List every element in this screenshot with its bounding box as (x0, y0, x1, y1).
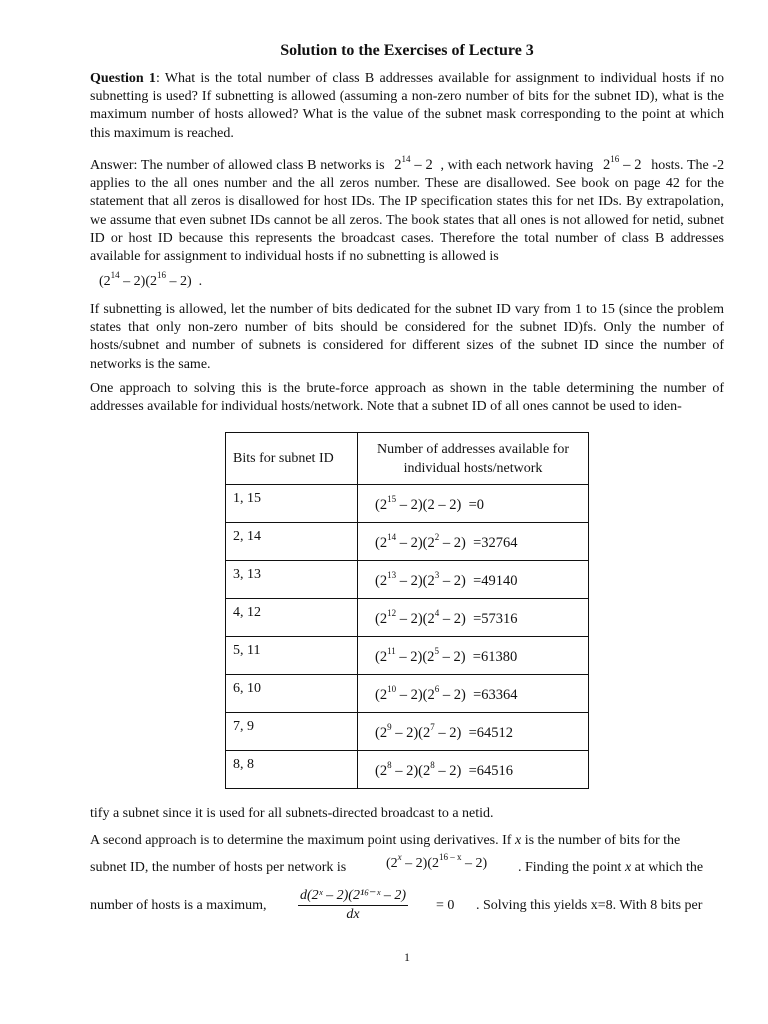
table-row (226, 713, 589, 751)
answer-intro: Answer: The number of allowed class B networks is (90, 158, 385, 173)
table-cell-addresses: $(2^{14} - 2)(2^2 - 2) =32764$ (358, 523, 589, 561)
derivative-line-1: A second approach is to determine the maximum point using derivatives. If x is the number of bits for the (90, 833, 681, 848)
table-row (226, 751, 589, 789)
table-cell-bits: 7, 9 (226, 713, 358, 751)
page-number: 1 (404, 950, 410, 964)
table-value: =61380 (472, 649, 518, 665)
tify-paragraph: tify a subnet since it is used for all subnets-directed broadcast to a netid. (90, 806, 494, 821)
bruteforce-paragraph: One approach to solving this is the brute-force approach as shown in the table determining the number of addresses available for individual hosts/network. Note that a subnet ID of all ones cannot be used to iden- (90, 381, 724, 415)
question-text: : What is the total number of class B addresses available for assignment to individual hosts if no subnetting is used? If subnetting is allowed (assuming a non-zero number of bits for the subnet ID), what is the maximum number of hosts allowed? What is the value of the subnet mask corresponding to the point at which this maximum is reached. (90, 71, 724, 141)
subnetting-paragraph: If subnetting is allowed, let the number of bits dedicated for the subnet ID vary from 1 to 15 (since the problem states that only non-zero number of bits should be considered for the subnet ID)fs. Only the number of hosts/subnet and number of subnets is considered for different sizes of the subnet ID since the number of networks is the same. (90, 302, 724, 372)
table-header-row (226, 433, 589, 485)
fraction-denominator: dx (346, 907, 360, 922)
table-row (226, 523, 589, 561)
derivative-line-2-end: . Finding the point x at which the (518, 860, 704, 875)
table-value: =49140 (473, 573, 518, 589)
networks-formula: $2^{14} - 2$ (394, 154, 433, 173)
hosts-formula: $2^{16} - 2$ (603, 154, 642, 173)
table-cell-bits: 3, 13 (226, 561, 358, 599)
table-cell-bits: 5, 11 (226, 637, 358, 675)
table-value: =64516 (468, 763, 514, 779)
fraction-numerator: d(2ˣ – 2)(2¹⁶⁻ˣ – 2) (298, 887, 408, 906)
table-value: =63364 (473, 687, 518, 703)
question-paragraph (90, 70, 724, 143)
table-cell-addresses: $(2^{13} - 2)(2^3 - 2) =49140$ (358, 561, 589, 599)
table-row (226, 485, 589, 523)
table-row (226, 675, 589, 713)
table-value: =32764 (473, 535, 518, 551)
table-cell-bits: 1, 15 (226, 485, 358, 523)
table-header-addresses: Number of addresses available for individual hosts/network (358, 433, 589, 485)
answer-body: The -2 applies to the all ones number and the all zeros number. These are disallowed. See book on page 42 for the statement that all zeros is disallowed for host IDs. The IP specification states this for net IDs. By extrapolation, we assume that even subnet IDs cannot be all zeros. The book states that all ones is not allowed for netid, subnet ID or host ID because this represents the broadcast cases. Therefore the total number of class B addresses available for assignment to individual hosts if no subnetting is allowed is (90, 158, 725, 265)
hosts-per-network-formula: (2$^x$ – 2)(2$^{16 - x}$ – 2) (386, 852, 488, 871)
table-value: =57316 (473, 611, 518, 627)
table-value: =64512 (468, 725, 514, 741)
table-row (226, 599, 589, 637)
derivative-line-3-start: number of hosts is a maximum, (90, 898, 267, 913)
derivative-fraction (298, 887, 408, 923)
table-cell-bits: 6, 10 (226, 675, 358, 713)
table-cell-bits: 4, 12 (226, 599, 358, 637)
answer-middle: , with each network having (440, 158, 594, 173)
table-value: =0 (468, 497, 485, 513)
table-cell-bits: 2, 14 (226, 523, 358, 561)
equals-zero: = 0 (436, 898, 455, 913)
table-cell-addresses: $(2^{15} - 2)(2 - 2) =0$ (358, 485, 589, 523)
question-label: Question 1 (90, 71, 156, 86)
table-cell-addresses: $(2^8 - 2)(2^8 - 2) =64516$ (358, 751, 589, 789)
derivative-line-2-start: subnet ID, the number of hosts per network is (90, 860, 347, 875)
answer-hosts-word: hosts. (651, 158, 684, 173)
derivative-line-3-end: . Solving this yields x=8. With 8 bits per (476, 898, 703, 913)
table-cell-addresses: $(2^{11} - 2)(2^5 - 2) =61380$ (358, 637, 589, 675)
table-cell-addresses: $(2^{10} - 2)(2^6 - 2) =63364$ (358, 675, 589, 713)
no-subnet-formula: $(2^{14} - 2)(2^{16} - 2)$ . (99, 270, 203, 289)
variable-x: x (514, 833, 522, 848)
table-row (226, 637, 589, 675)
table-header-bits: Bits for subnet ID (226, 433, 358, 485)
table-cell-addresses: $(2^9 - 2)(2^7 - 2) =64512$ (358, 713, 589, 751)
table-cell-bits: 8, 8 (226, 751, 358, 789)
table-cell-addresses: $(2^{12} - 2)(2^4 - 2) =57316$ (358, 599, 589, 637)
page-title: Solution to the Exercises of Lecture 3 (280, 42, 534, 59)
answer-paragraph (90, 156, 724, 266)
addresses-table (225, 432, 589, 789)
table-row (226, 561, 589, 599)
